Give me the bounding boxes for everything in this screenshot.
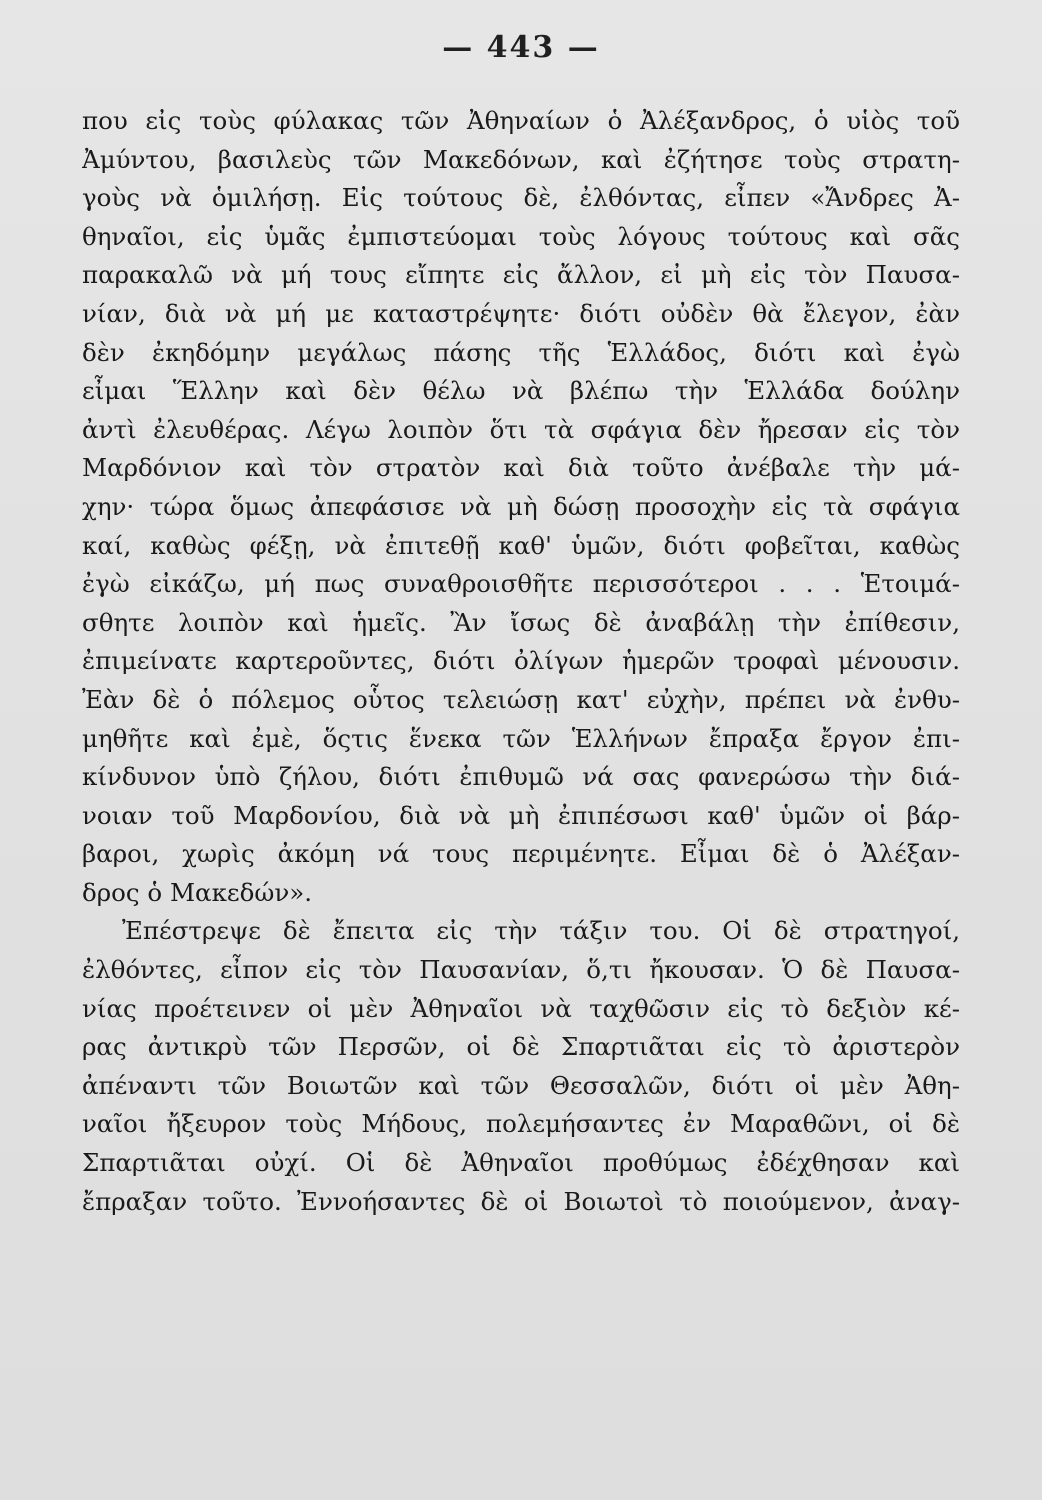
text-line: χην· τώρα ὅμως ἀπεφάσισε νὰ μὴ δώσῃ προσοχὴν εἰς τὰ σφάγια (82, 491, 960, 521)
text-line: που εἰς τοὺς φύλακας τῶν Ἀθηναίων ὁ Ἀλέξανδρος, ὁ υἱὸς τοῦ (82, 106, 960, 135)
text-line: Σπαρτιᾶται οὐχί. Οἱ δὲ Ἀθηναῖοι προθύμως ἐδέχθησαν καὶ (82, 1148, 960, 1178)
paragraph-start-line: Ἐπέστρεψε δὲ ἔπειτα εἰς τὴν τάξιν του. Οἱ δὲ στρατηγοί, (122, 916, 960, 946)
page-number: — 443 — (442, 30, 600, 65)
text-line: ἀντὶ ἐλευθέρας. Λέγω λοιπὸν ὅτι τὰ σφάγια δὲν ἤρεσαν εἰς τὸν (82, 414, 960, 444)
text-line: παρακαλῶ νὰ μή τους εἴπητε εἰς ἄλλον, εἰ μὴ εἰς τὸν Παυσα- (82, 260, 960, 290)
text-line: Μαρδόνιον καὶ τὸν στρατὸν καὶ διὰ τοῦτο ἀνέβαλε τὴν μά- (82, 453, 960, 483)
body-text (82, 102, 960, 1221)
text-line: ἐπιμείνατε καρτεροῦντες, διότι ὀλίγων ἡμερῶν τροφαὶ μένουσιν. (82, 646, 960, 676)
text-line: βαροι, χωρὶς ἀκόμη νά τους περιμένητε. Εἶμαι δὲ ὁ Ἀλέξαν- (82, 839, 960, 869)
text-line: ἔπραξαν τοῦτο. Ἐννοήσαντες δὲ οἱ Βοιωτοὶ τὸ ποιούμενον, ἀναγ- (82, 1186, 960, 1216)
text-line: θηναῖοι, εἰς ὑμᾶς ἐμπιστεύομαι τοὺς λόγους τούτους καὶ σᾶς (82, 221, 960, 251)
text-line: ναῖοι ἤξευρον τοὺς Μήδους, πολεμήσαντες ἐν Μαραθῶνι, οἱ δὲ (82, 1109, 960, 1139)
text-line: εἶμαι Ἕλλην καὶ δὲν θέλω νὰ βλέπω τὴν Ἑλλάδα δούλην (82, 376, 960, 406)
text-line: ἐγὼ εἰκάζω, μή πως συναθροισθῆτε περισσότεροι . . . Ἑτοιμά- (82, 569, 960, 599)
text-line: νοιαν τοῦ Μαρδονίου, διὰ νὰ μὴ ἐπιπέσωσι καθ' ὑμῶν οἱ βάρ- (82, 800, 960, 830)
text-line: ἐλθόντες, εἶπον εἰς τὸν Παυσανίαν, ὅ,τι ἤκουσαν. Ὁ δὲ Παυσα- (82, 955, 960, 985)
text-line: μηθῆτε καὶ ἐμὲ, ὅςτις ἕνεκα τῶν Ἑλλήνων ἔπραξα ἔργον ἐπι- (82, 723, 960, 753)
text-line: Ἐὰν δὲ ὁ πόλεμος οὗτος τελειώσῃ κατ' εὐχὴν, πρέπει νὰ ἐνθυ- (82, 684, 960, 714)
text-line: σθητε λοιπὸν καὶ ἡμεῖς. Ἂν ἴσως δὲ ἀναβάλῃ τὴν ἐπίθεσιν, (82, 607, 960, 637)
text-line: κίνδυνον ὑπὸ ζήλου, διότι ἐπιθυμῶ νά σας φανερώσω τὴν διά- (82, 762, 960, 792)
paragraph-end-line: δρος ὁ Μακεδών». (82, 877, 312, 907)
text-line: γοὺς νὰ ὁμιλήσῃ. Εἰς τούτους δὲ, ἐλθόντας, εἶπεν «Ἄνδρες Ἀ- (82, 183, 960, 213)
text-line: Ἀμύντου, βασιλεὺς τῶν Μακεδόνων, καὶ ἐζήτησε τοὺς στρατη- (82, 144, 960, 174)
text-line: νίαν, διὰ νὰ μή με καταστρέψητε· διότι οὐδὲν θὰ ἔλεγον, ἐὰν (82, 298, 960, 328)
text-line: νίας προέτεινεν οἱ μὲν Ἀθηναῖοι νὰ ταχθῶσιν εἰς τὸ δεξιὸν κέ- (82, 993, 960, 1023)
text-line: καί, καθὼς φέξῃ, νὰ ἐπιτεθῇ καθ' ὑμῶν, διότι φοβεῖται, καθὼς (82, 530, 960, 560)
text-line: ἀπέναντι τῶν Βοιωτῶν καὶ τῶν Θεσσαλῶν, διότι οἱ μὲν Ἀθη- (82, 1070, 960, 1100)
text-line: δὲν ἐκηδόμην μεγάλως πάσης τῆς Ἑλλάδος, διότι καὶ ἐγὼ (82, 337, 960, 367)
text-line: ρας ἀντικρὺ τῶν Περσῶν, οἱ δὲ Σπαρτιᾶται εἰς τὸ ἀριστερὸν (82, 1032, 960, 1062)
